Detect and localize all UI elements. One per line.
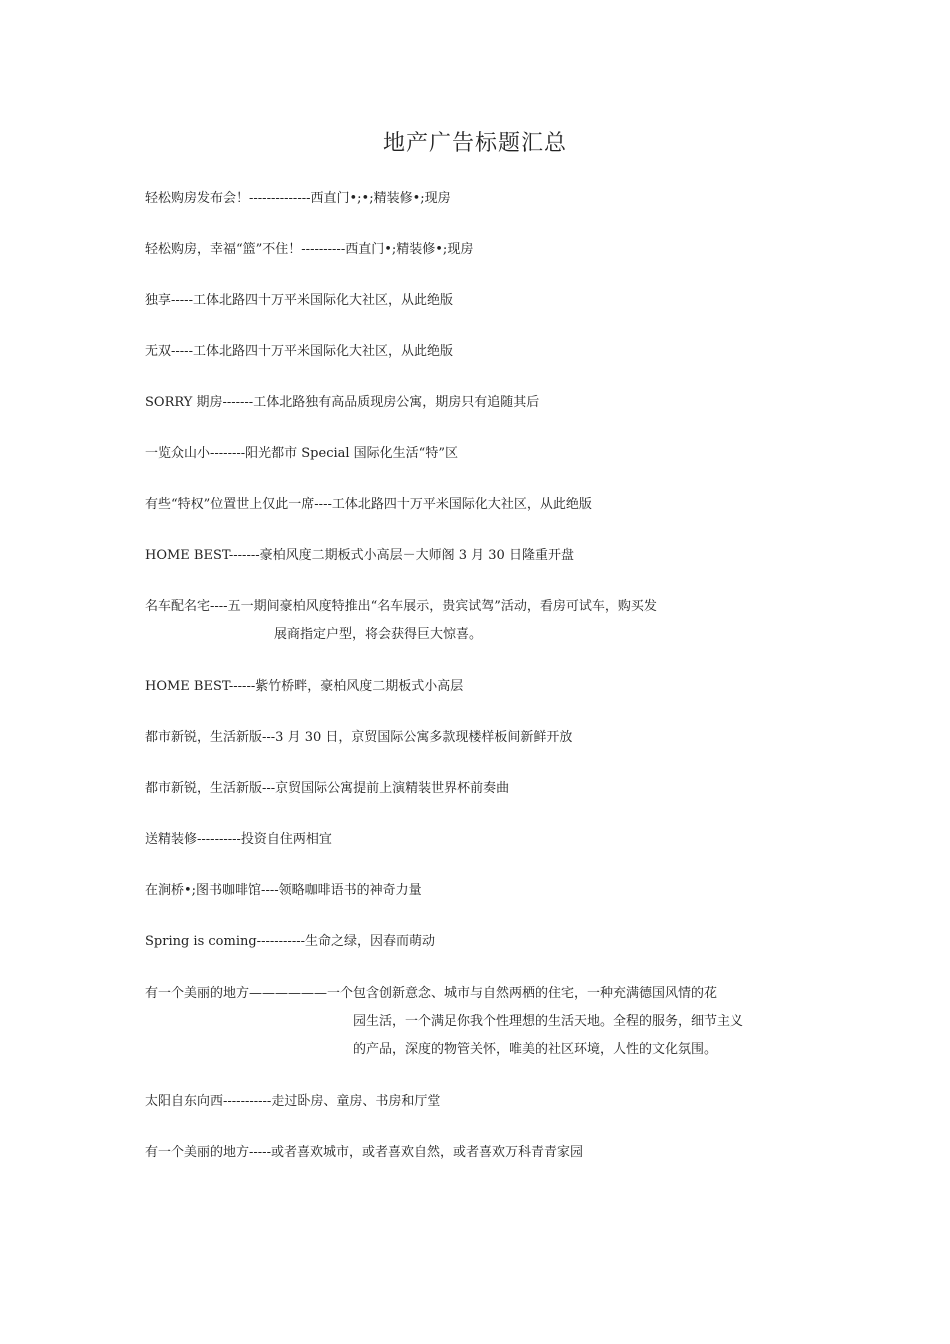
entry-text: 轻松购房，幸福“篮”不住！----------西直门•;精装修•;现房 — [145, 242, 474, 257]
entry-continuation: 展商指定户型，将会获得巨大惊喜。 — [274, 627, 483, 642]
list-item — [145, 393, 805, 413]
entry-text: 都市新锐，生活新版---京贸国际公寓提前上演精装世界杯前奏曲 — [145, 781, 510, 796]
list-item — [145, 881, 805, 901]
entry-text: 名车配名宅----五一期间豪柏风度特推出“名车展示，贵宾试驾”活动，看房可试车，购买发 — [145, 599, 657, 614]
list-item — [145, 444, 805, 464]
entry-text: 太阳自东向西-----------走过卧房、童房、书房和厅堂 — [145, 1094, 441, 1109]
list-item — [145, 1092, 805, 1112]
list-item — [145, 342, 805, 362]
list-item — [145, 779, 805, 799]
list-item — [145, 677, 805, 697]
list-item — [145, 495, 805, 515]
list-item — [145, 1143, 805, 1163]
list-item — [145, 597, 805, 645]
list-item — [145, 189, 805, 209]
entry-text: 有些“特权”位置世上仅此一席----工体北路四十万平米国际化大社区，从此绝版 — [145, 497, 592, 512]
entry-text: 有一个美丽的地方-----或者喜欢城市，或者喜欢自然，或者喜欢万科青青家园 — [145, 1145, 583, 1160]
entry-continuation: 的产品，深度的物管关怀，唯美的社区环境，人性的文化氛围。 — [353, 1042, 718, 1057]
entry-text: 都市新锐，生活新版---3 月 30 日，京贸国际公寓多款现楼样板间新鲜开放 — [145, 730, 573, 745]
entry-text: 有一个美丽的地方——————一个包含创新意念、城市与自然两栖的住宅，一种充满德国风情的花 — [145, 986, 718, 1001]
entry-text: 送精装修----------投资自住两相宜 — [145, 832, 332, 847]
list-item — [145, 546, 805, 566]
entry-text: HOME BEST-------豪柏风度二期板式小高层－大师阁 3 月 30 日隆重开盘 — [145, 548, 574, 563]
list-item — [145, 291, 805, 311]
entry-text: 在涧桥•;图书咖啡馆----领略咖啡语书的神奇力量 — [145, 883, 422, 898]
entry-text: 轻松购房发布会！--------------西直门•;•;精装修•;现房 — [145, 191, 451, 206]
entry-text: Spring is coming-----------生命之绿，因春而萌动 — [145, 934, 435, 949]
entry-continuation: 园生活，一个满足你我个性理想的生活天地。全程的服务，细节主义 — [353, 1014, 744, 1029]
list-item — [145, 932, 805, 952]
entry-text: 一览众山小--------阳光都市 Special 国际化生活“特”区 — [145, 446, 458, 461]
list-item — [145, 830, 805, 850]
list-item — [145, 240, 805, 260]
page-title: 地产广告标题汇总 — [382, 131, 567, 156]
entry-text: 独享-----工体北路四十万平米国际化大社区，从此绝版 — [145, 293, 453, 308]
entry-text: SORRY 期房-------工体北路独有高品质现房公寓，期房只有追随其后 — [145, 395, 540, 410]
list-item — [145, 984, 805, 1060]
entry-text: 无双-----工体北路四十万平米国际化大社区，从此绝版 — [145, 344, 453, 359]
entry-text: HOME BEST------紫竹桥畔，豪柏风度二期板式小高层 — [145, 679, 464, 694]
list-item — [145, 728, 805, 748]
